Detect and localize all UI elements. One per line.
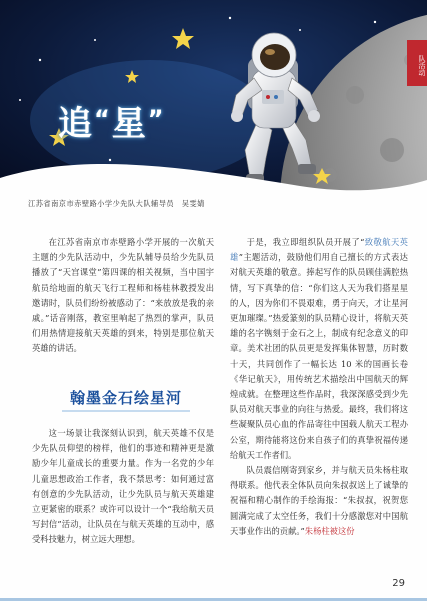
page-number: 29 — [392, 578, 405, 589]
section-heading-text: 翰墨金石绘星河 — [69, 389, 182, 407]
right-column — [230, 235, 408, 539]
footer-rule — [0, 598, 427, 601]
author-byline: 江苏省南京市赤壁路小学少先队大队辅导员 吴雯婧 — [28, 199, 205, 208]
hero-banner — [0, 0, 427, 198]
left-column — [32, 235, 214, 357]
paragraph: 在江苏省南京市赤壁路小学开展的一次航天主题的少先队活动中，少先队辅导员给少先队员播放了“天宫课堂”第四课的相关视频，当中国宇航员给地面的航天飞行工程师和杨桂林教授发出邀请时，队员们纷纷被感动了：“来放放是我的亲戚。”话音刚落，教室里响起了热烈的掌声，队员们用热情迎接航天英雄的到来，特别是那位航天英雄的讲话。 — [32, 237, 214, 354]
paragraph: 于是，我立即组织队员开展了“致敬航天英雄”主题活动，鼓励他们用自己擅长的方式表达对航天英雄的敬意。捧起写作的队员顾佳满腔热情，写下真挚的信：“你们这人天为我们搭星星的人，因为你们不畏艰难，勇于向天，才让星河更加璀璨。”热爱篆刻的队员精心设计，将航天英雄的名字镌刻于金石之上，制成有纪念意义的印章。美术社团的队员更是发挥集体智慧，历时数十天，共同创作了一幅长达 10 米的国画长卷《华记航天》，用传统艺术描绘出中国航天的辉煌成就。在整理这些作品时，我深深感受到少先队员对航天事业的向往与热爱。最终，我们将这些凝聚队员心血的作品寄往中国载人航天工程办公室，期待能将这份来自孩子们的真挚祝福传递给航天工作者们。 — [230, 237, 408, 460]
paragraph: 这一场景让我深刻认识到，航天英雄不仅是少先队员仰望的榜样，他们的事迹和精神更是激励少年儿童成长的重要力量。作为一名党的少年儿童思想政治工作者，我不禁思考：如何通过富有创意的少先队活动，让少先队员与航天英雄建立更紧密的联系？或许可以设计一个“我给航天员写封信”活动，让队员在与航天英雄的互动中，感受科技魅力，树立远大理想。 — [32, 428, 214, 545]
left-column-lower — [32, 426, 214, 548]
paragraph: 队员震信刚寄到家乡，并与航天员朱杨柱取得联系。他代表全体队员向朱叔叔送上了诚挚的祝福和精心制作的手绘海报：“朱叔叔，祝贺您圆满完成了太空任务，我们十分感激您对中国航天事业作出的贡献。”朱杨柱被这份 — [230, 465, 408, 536]
section-heading — [40, 385, 212, 411]
article-title: 追“星” — [58, 104, 166, 144]
section-tab: 队活动 — [407, 40, 427, 86]
heading-underline — [62, 410, 190, 412]
